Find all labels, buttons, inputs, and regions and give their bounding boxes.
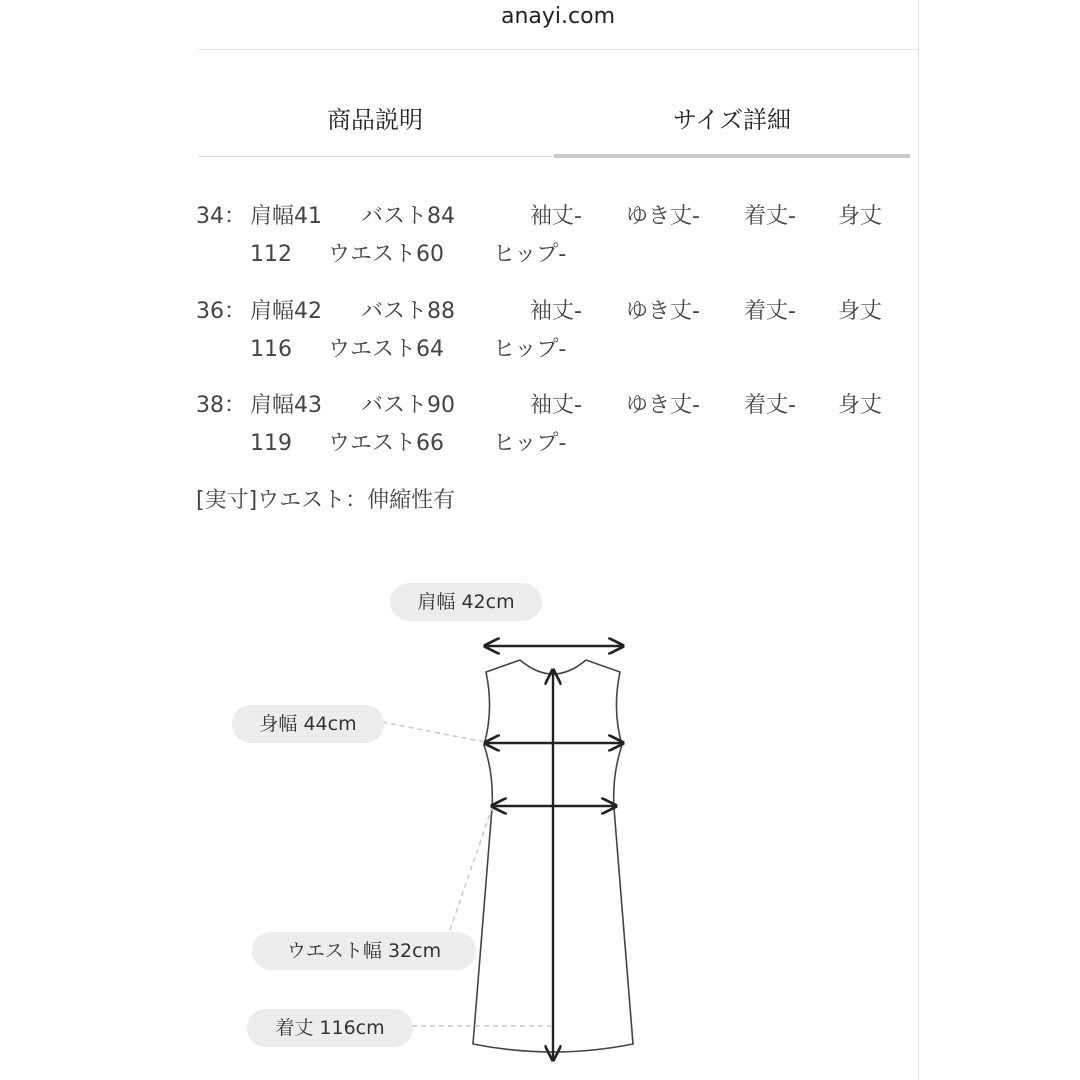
waist-leader <box>450 808 492 930</box>
chest-leader <box>382 722 485 742</box>
body-length-label: 身丈 <box>838 299 883 324</box>
size-label: 38： <box>196 393 246 418</box>
length-value: 着丈- <box>744 299 796 324</box>
hip-value: ヒップ- <box>493 242 567 267</box>
waist-width-label: ウエスト幅 32cm <box>252 932 476 970</box>
bust-value: バスト88 <box>361 299 455 324</box>
hip-value: ヒップ- <box>493 337 567 362</box>
body-length-label: 身丈 <box>838 204 883 229</box>
tab-size-details[interactable]: サイズ詳細 <box>672 106 792 134</box>
yuki-value: ゆき丈- <box>626 299 700 324</box>
shoulder-value: 肩幅43 <box>250 393 322 418</box>
body-length-value: 119 <box>250 431 292 456</box>
bust-value: バスト90 <box>361 393 455 418</box>
body-length-label: 身丈 <box>838 393 883 418</box>
sleeve-value: 袖丈- <box>530 204 582 229</box>
bust-value: バスト84 <box>361 204 455 229</box>
waist-value: ウエスト60 <box>328 242 444 267</box>
shoulder-width-label: 肩幅 42cm <box>390 583 542 621</box>
site-domain: anayi.com <box>500 4 616 29</box>
length-label: 着丈 116cm <box>247 1009 413 1047</box>
yuki-value: ゆき丈- <box>626 393 700 418</box>
waist-value: ウエスト64 <box>328 337 444 362</box>
length-value: 着丈- <box>744 393 796 418</box>
size-label: 34： <box>196 204 246 229</box>
shoulder-value: 肩幅42 <box>250 299 322 324</box>
sleeve-value: 袖丈- <box>530 393 582 418</box>
measurement-note: [実寸]ウエスト：伸縮性有 <box>196 488 456 513</box>
hip-value: ヒップ- <box>493 431 567 456</box>
length-value: 着丈- <box>744 204 796 229</box>
body-length-value: 116 <box>250 337 292 362</box>
body-length-value: 112 <box>250 242 292 267</box>
sleeve-value: 袖丈- <box>530 299 582 324</box>
chest-width-label: 身幅 44cm <box>232 705 384 743</box>
tab-product-description[interactable]: 商品説明 <box>327 106 423 134</box>
waist-value: ウエスト66 <box>328 431 444 456</box>
shoulder-value: 肩幅41 <box>250 204 322 229</box>
yuki-value: ゆき丈- <box>626 204 700 229</box>
size-label: 36： <box>196 299 246 324</box>
